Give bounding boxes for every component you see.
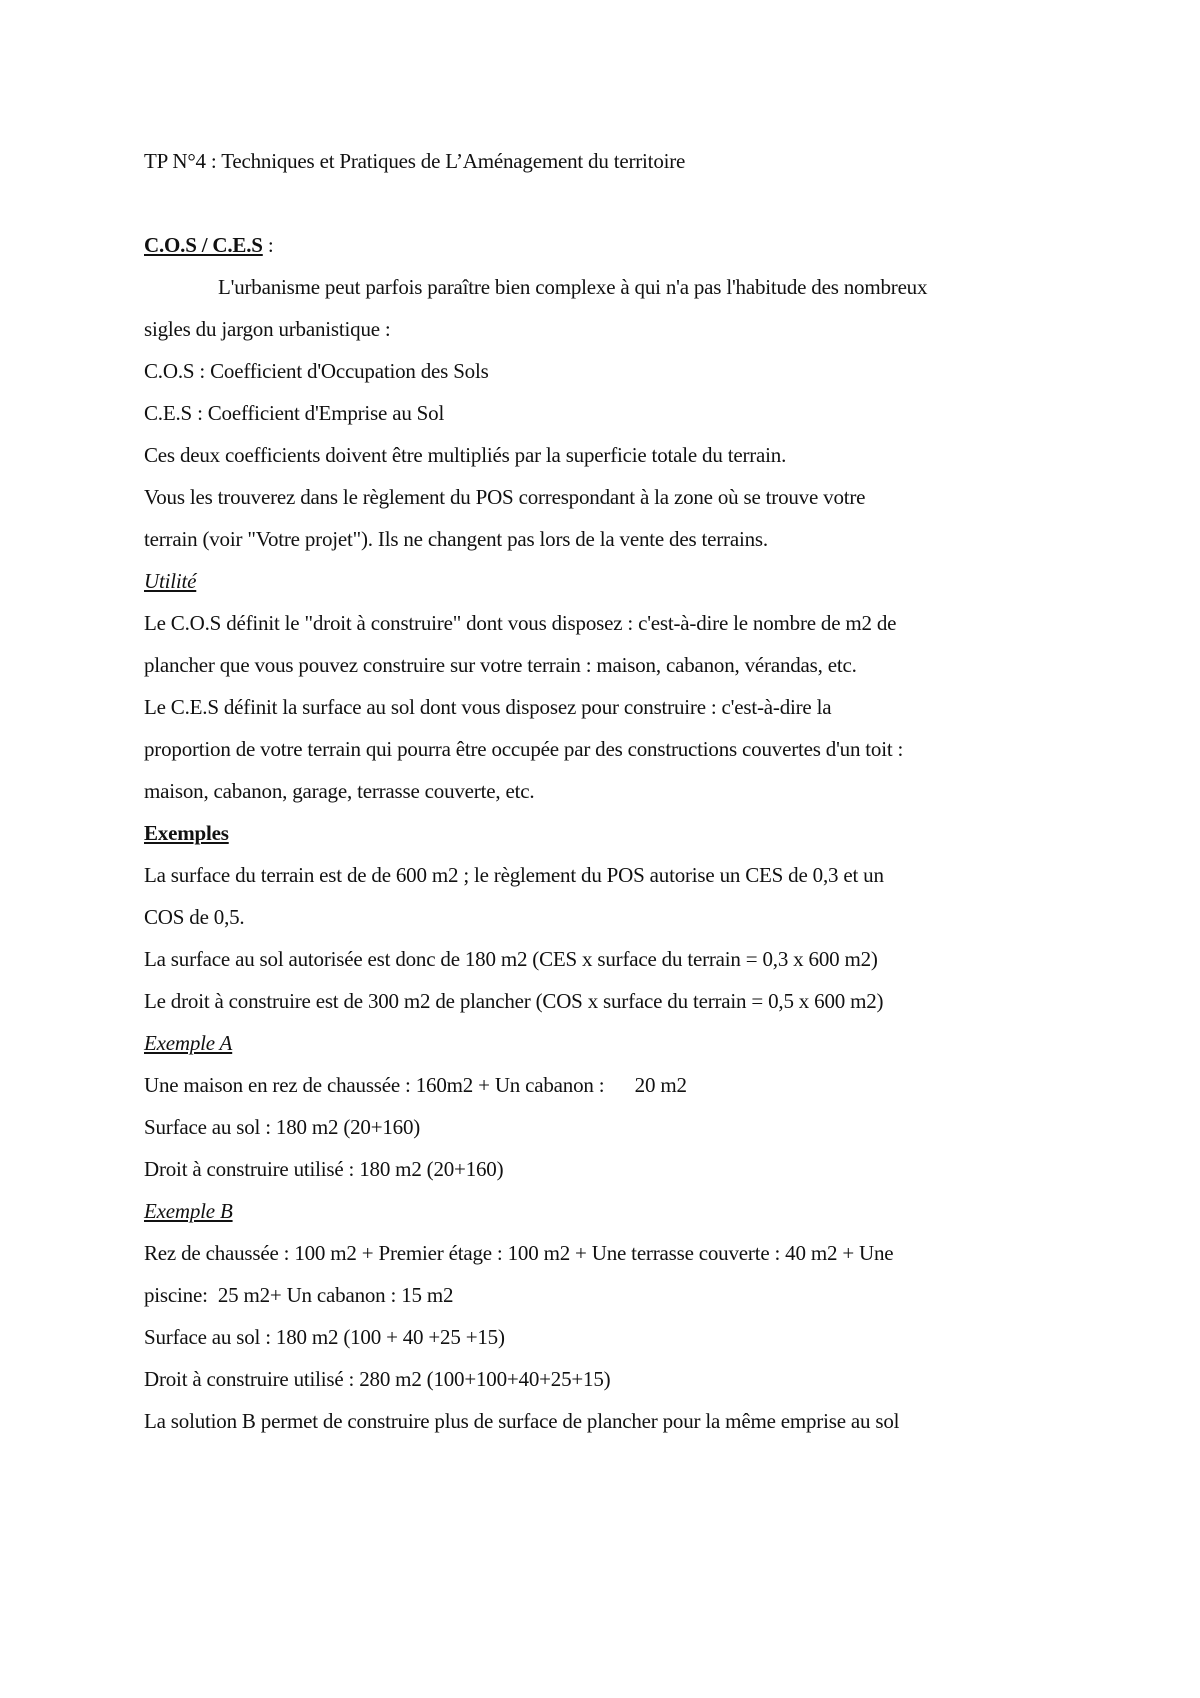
exemple-b-line: Rez de chaussée : 100 m2 + Premier étage : 100 m2 + Une terrasse couverte : 40 m2 + Une <box>144 1241 894 1265</box>
exemple-a-line: Droit à construire utilisé : 180 m2 (20+160) <box>144 1157 504 1181</box>
exemple-b-line: La solution B permet de construire plus de surface de plancher pour la même emprise au sol <box>144 1409 900 1433</box>
exemple-a-heading: Exemple A <box>144 1031 233 1055</box>
section-heading-colon: : <box>262 233 274 257</box>
exemples-line: La surface du terrain est de de 600 m2 ; le règlement du POS autorise un CES de 0,3 et un <box>144 863 884 887</box>
utilite-line: Le C.E.S définit la surface au sol dont vous disposez pour construire : c'est-à-dire la <box>144 695 832 719</box>
exemple-b-line: piscine: 25 m2+ Un cabanon : 15 m2 <box>144 1283 454 1307</box>
explanation-line: Vous les trouverez dans le règlement du POS correspondant à la zone où se trouve votre <box>144 485 866 509</box>
document-body <box>144 140 1074 1442</box>
intro-line: sigles du jargon urbanistique : <box>144 317 391 341</box>
exemple-b-line: Droit à construire utilisé : 280 m2 (100+100+40+25+15) <box>144 1367 611 1391</box>
section-heading: C.O.S / C.E.S <box>144 233 263 257</box>
intro-line: L'urbanisme peut parfois paraître bien complexe à qui n'a pas l'habitude des nombreux <box>218 275 928 299</box>
section-heading-line <box>144 224 1074 266</box>
exemple-b-heading: Exemple B <box>144 1199 233 1223</box>
definition-ces: C.E.S : Coefficient d'Emprise au Sol <box>144 401 445 425</box>
exemples-line: Le droit à construire est de 300 m2 de plancher (COS x surface du terrain = 0,5 x 600 m2) <box>144 989 884 1013</box>
document-title: TP N°4 : Techniques et Pratiques de L’Aménagement du territoire <box>144 149 686 173</box>
definition-cos: C.O.S : Coefficient d'Occupation des Sols <box>144 359 489 383</box>
explanation-line: terrain (voir "Votre projet"). Ils ne changent pas lors de la vente des terrains. <box>144 527 768 551</box>
exemples-heading: Exemples <box>144 821 229 845</box>
exemple-a-line: Une maison en rez de chaussée : 160m2 + Un cabanon : 20 m2 <box>144 1073 687 1097</box>
utilite-heading: Utilité <box>144 569 197 593</box>
exemple-a-line: Surface au sol : 180 m2 (20+160) <box>144 1115 421 1139</box>
utilite-line: maison, cabanon, garage, terrasse couverte, etc. <box>144 779 535 803</box>
blank-line <box>144 182 1074 224</box>
utilite-line: proportion de votre terrain qui pourra être occupée par des constructions couvertes d'un toit : <box>144 737 904 761</box>
exemples-line: La surface au sol autorisée est donc de 180 m2 (CES x surface du terrain = 0,3 x 600 m2) <box>144 947 878 971</box>
utilite-line: plancher que vous pouvez construire sur votre terrain : maison, cabanon, vérandas, etc. <box>144 653 857 677</box>
utilite-line: Le C.O.S définit le "droit à construire" dont vous disposez : c'est-à-dire le nombre de m2 de <box>144 611 897 635</box>
exemples-line: COS de 0,5. <box>144 905 245 929</box>
explanation-line: Ces deux coefficients doivent être multipliés par la superficie totale du terrain. <box>144 443 787 467</box>
exemple-b-line: Surface au sol : 180 m2 (100 + 40 +25 +15) <box>144 1325 505 1349</box>
